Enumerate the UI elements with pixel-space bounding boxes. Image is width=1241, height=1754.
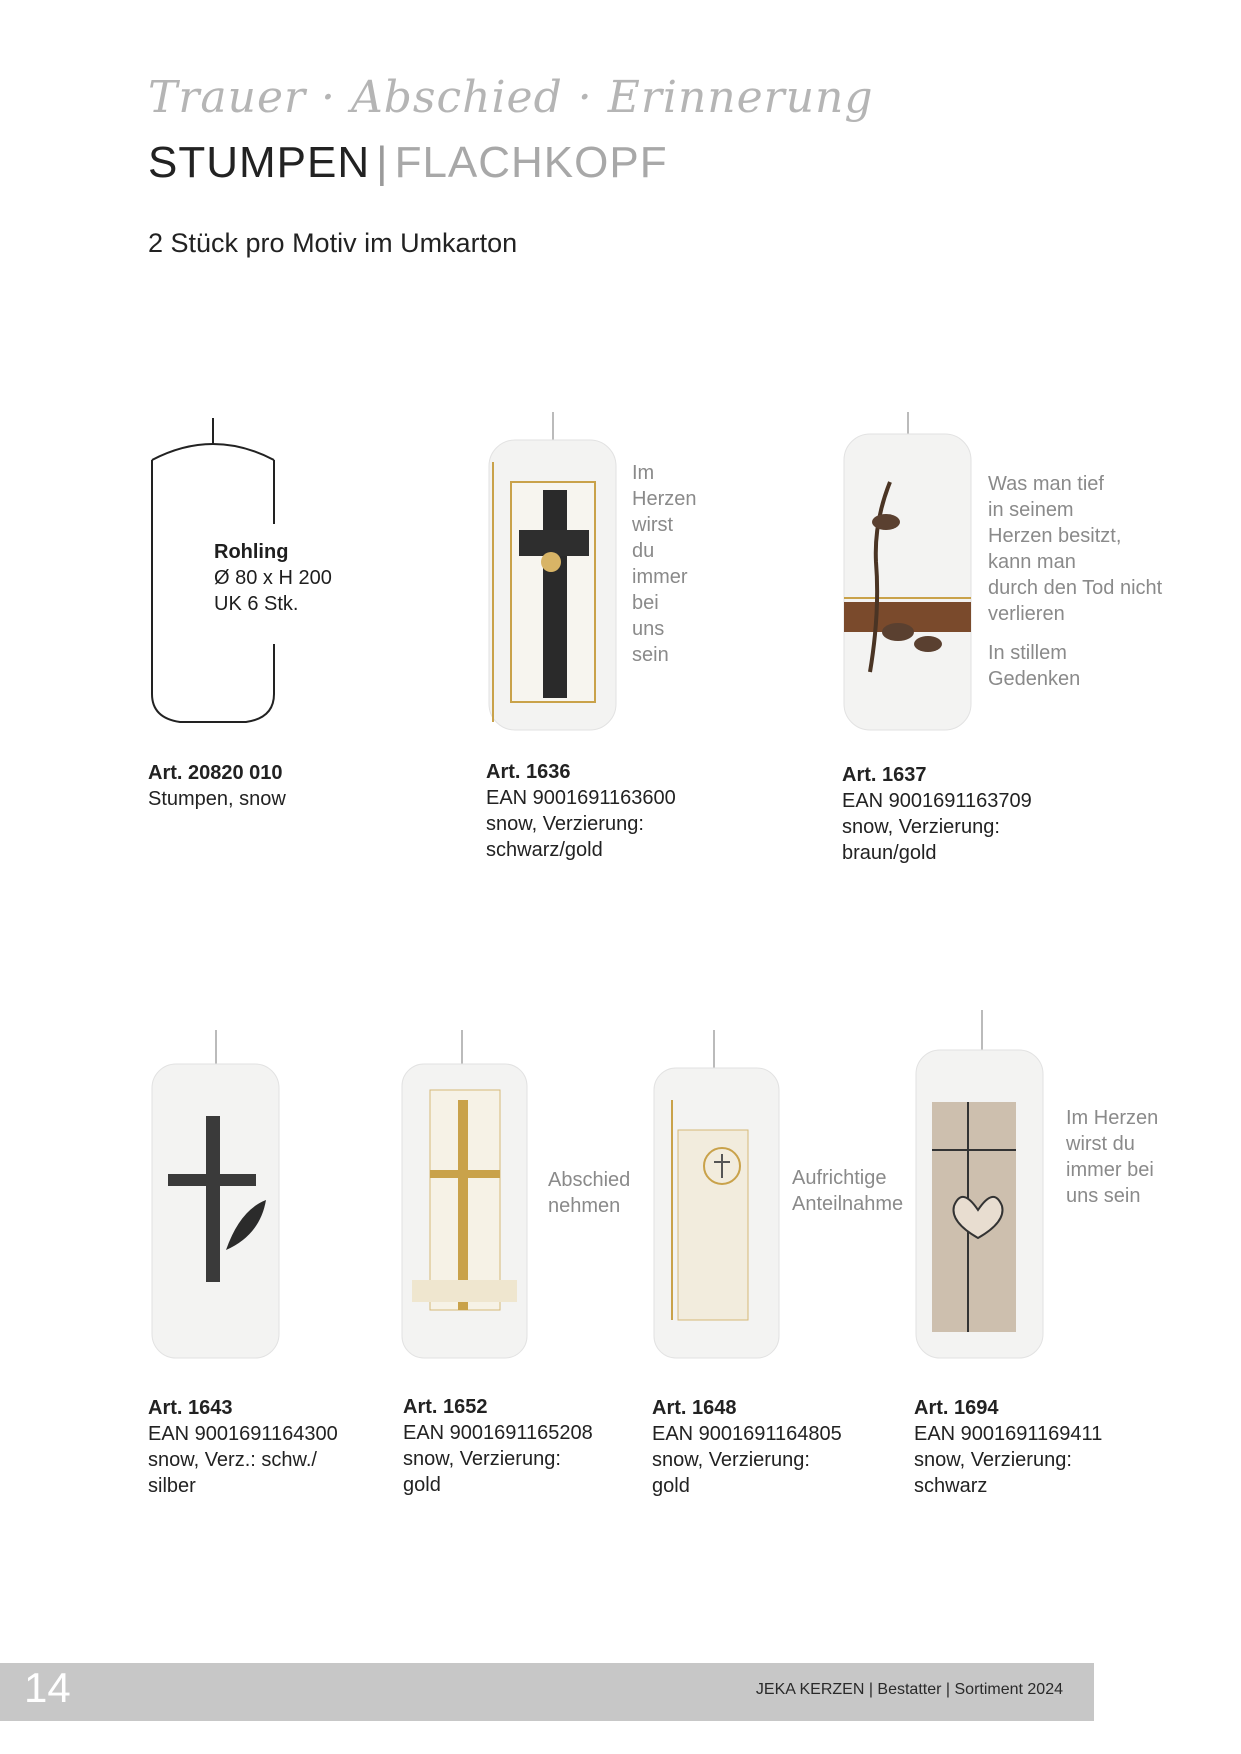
product-1636: Art. 1636 EAN 9001691163600 snow, Verzierung: schwarz/gold <box>486 761 676 861</box>
ean: EAN 9001691163709 <box>842 790 1032 812</box>
ean: EAN 9001691164300 <box>148 1423 338 1445</box>
blank-dimensions: Ø 80 x H 200 <box>214 567 332 589</box>
page-number: 14 <box>24 1664 71 1711</box>
caption-1652: Abschied nehmen <box>548 1169 631 1217</box>
ean: EAN 9001691164805 <box>652 1423 842 1445</box>
ean: EAN 9001691169411 <box>914 1423 1103 1445</box>
footer-text: JEKA KERZEN | Bestatter | Sortiment 2024 <box>755 1681 1063 1698</box>
candle-image-1648 <box>652 1030 787 1360</box>
product-1648: Art. 1648 EAN 9001691164805 snow, Verzierung: gold <box>652 1397 842 1497</box>
title-main: STUMPEN <box>148 138 371 187</box>
product-20820010: Art. 20820 010 Stumpen, snow <box>148 762 286 810</box>
product-1694: Art. 1694 EAN 9001691169411 snow, Verzierung: schwarz <box>914 1397 1103 1497</box>
caption-1637: Was man tief in seinem Herzen besitzt, kann man durch den Tod nicht verlieren <box>988 473 1163 625</box>
title-sub: FLACHKOPF <box>394 138 668 187</box>
product-1643: Art. 1643 EAN 9001691164300 snow, Verz.: schw./ silber <box>148 1397 338 1497</box>
blank-info <box>214 539 332 617</box>
candle-image-1643 <box>148 1030 283 1360</box>
article-number: Art. 1652 <box>403 1396 488 1418</box>
candle-image-1694 <box>912 1010 1047 1360</box>
candle-image-1637 <box>840 412 975 732</box>
caption-1637-2: In stillem Gedenken <box>988 642 1081 690</box>
title-separator: | <box>376 138 389 187</box>
article-number: Art. 1648 <box>652 1397 737 1419</box>
caption-1636: Im Herzen wirst du immer bei uns sein <box>632 462 697 666</box>
candle-image-1636 <box>485 412 620 732</box>
candle-image-1652 <box>400 1030 535 1360</box>
caption-1694: Im Herzen wirst du immer bei uns sein <box>1066 1107 1159 1207</box>
script-title: Trauer · Abschied · Erinnerung <box>148 72 874 123</box>
blank-packaging: UK 6 Stk. <box>214 593 299 615</box>
article-number: Art. 1636 <box>486 761 571 783</box>
product-1637: Art. 1637 EAN 9001691163709 snow, Verzierung: braun/gold <box>842 764 1032 864</box>
article-number: Art. 1637 <box>842 764 927 786</box>
ean: EAN 9001691165208 <box>403 1422 593 1444</box>
article-number: Art. 1643 <box>148 1397 233 1419</box>
ean: EAN 9001691163600 <box>486 787 676 809</box>
caption-1648: Aufrichtige Anteilnahme <box>792 1167 904 1215</box>
section-title <box>148 138 668 188</box>
article-number: Art. 20820 010 <box>148 762 283 784</box>
product-1652: Art. 1652 EAN 9001691165208 snow, Verzierung: gold <box>403 1396 593 1496</box>
article-number: Art. 1694 <box>914 1397 999 1419</box>
subtitle: 2 Stück pro Motiv im Umkarton <box>148 228 518 258</box>
blank-label: Rohling <box>214 541 289 563</box>
